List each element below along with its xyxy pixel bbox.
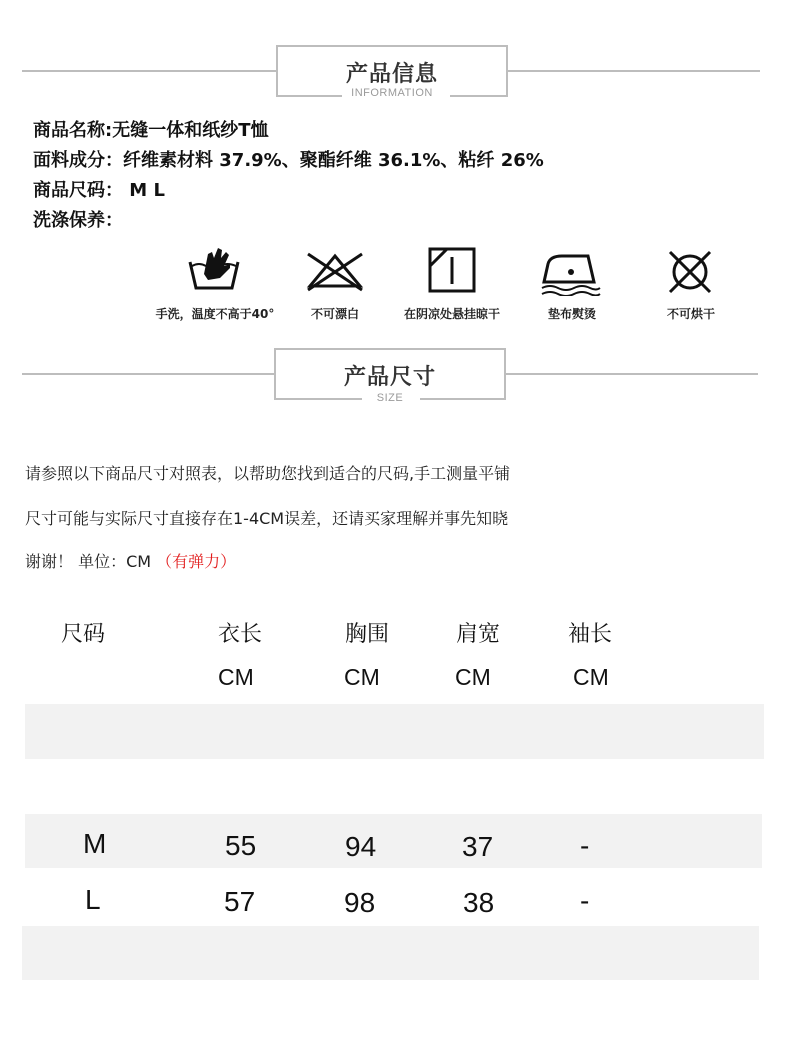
table-row-band bbox=[25, 704, 764, 759]
unit-chest: CM bbox=[344, 664, 380, 690]
section-subtitle: INFORMATION bbox=[351, 87, 433, 99]
section-title: 产品尺寸 bbox=[343, 365, 436, 390]
header-shoulder: 肩宽 bbox=[456, 622, 501, 647]
care-label-hand-wash: 手洗，温度不高于40° bbox=[155, 307, 275, 321]
unit-shoulder: CM bbox=[455, 664, 491, 690]
section-subtitle: SIZE bbox=[376, 392, 404, 404]
table-row-band bbox=[25, 814, 762, 868]
header-frame-bottom-right bbox=[450, 95, 508, 97]
care-heading: 洗涤保养： bbox=[33, 210, 123, 231]
cell-sleeve: - bbox=[580, 830, 590, 861]
cell-chest: 94 bbox=[345, 831, 377, 862]
cell-length: 55 bbox=[225, 830, 257, 861]
header-frame bbox=[274, 348, 506, 404]
header-size: 尺码 bbox=[61, 622, 106, 647]
no-bleach-icon bbox=[304, 250, 366, 292]
size-note-1: 请参照以下商品尺寸对照表，以帮助您找到适合的尺码,手工测量平铺 bbox=[25, 464, 511, 483]
unit-text: 谢谢！ 单位：CM bbox=[25, 552, 157, 571]
header-line-right bbox=[506, 373, 758, 375]
header-frame-bottom-left bbox=[276, 95, 342, 97]
cell-sleeve: - bbox=[580, 885, 590, 916]
no-tumble-dry-icon bbox=[664, 248, 716, 296]
product-fabric: 面料成分：纤维素材料 37.9%、聚酯纤维 36.1%、粘纤 26% bbox=[33, 150, 544, 171]
cell-size: M bbox=[83, 828, 107, 859]
hand-wash-icon bbox=[186, 244, 242, 292]
cell-chest: 98 bbox=[344, 887, 376, 918]
care-label-shade-dry: 在阴凉处悬挂晾干 bbox=[403, 307, 500, 321]
header-line-left bbox=[22, 70, 276, 72]
shade-dry-icon bbox=[427, 246, 477, 294]
cell-size: L bbox=[85, 884, 101, 915]
care-label-no-tumble-dry: 不可烘干 bbox=[666, 307, 715, 321]
care-label-iron-with-cloth: 垫布熨烫 bbox=[547, 307, 596, 321]
unit-sleeve: CM bbox=[573, 664, 609, 690]
size-note-2: 尺寸可能与实际尺寸直接存在1-4CM误差，还请买家理解并事先知晓 bbox=[25, 509, 509, 528]
elastic-note: （有弹力） bbox=[156, 552, 237, 571]
header-frame-bottom-left bbox=[274, 398, 362, 400]
header-chest: 胸围 bbox=[345, 622, 390, 647]
product-sizes: 商品尺码： M L bbox=[33, 180, 165, 201]
header-length: 衣长 bbox=[218, 622, 263, 647]
header-line-left bbox=[22, 373, 274, 375]
product-name: 商品名称:无缝一体和纸纱T恤 bbox=[33, 120, 269, 141]
header-line-right bbox=[506, 70, 760, 72]
iron-with-cloth-icon bbox=[538, 248, 604, 296]
header-sleeve: 袖长 bbox=[568, 622, 613, 647]
cell-shoulder: 38 bbox=[463, 887, 495, 918]
section-title: 产品信息 bbox=[345, 62, 438, 87]
table-row-band bbox=[22, 926, 759, 980]
cell-shoulder: 37 bbox=[462, 831, 494, 862]
cell-length: 57 bbox=[224, 886, 256, 917]
header-frame-bottom-right bbox=[420, 398, 506, 400]
header-frame bbox=[276, 45, 508, 97]
care-label-no-bleach: 不可漂白 bbox=[310, 307, 359, 321]
unit-length: CM bbox=[218, 664, 254, 690]
size-note-3 bbox=[25, 549, 236, 572]
